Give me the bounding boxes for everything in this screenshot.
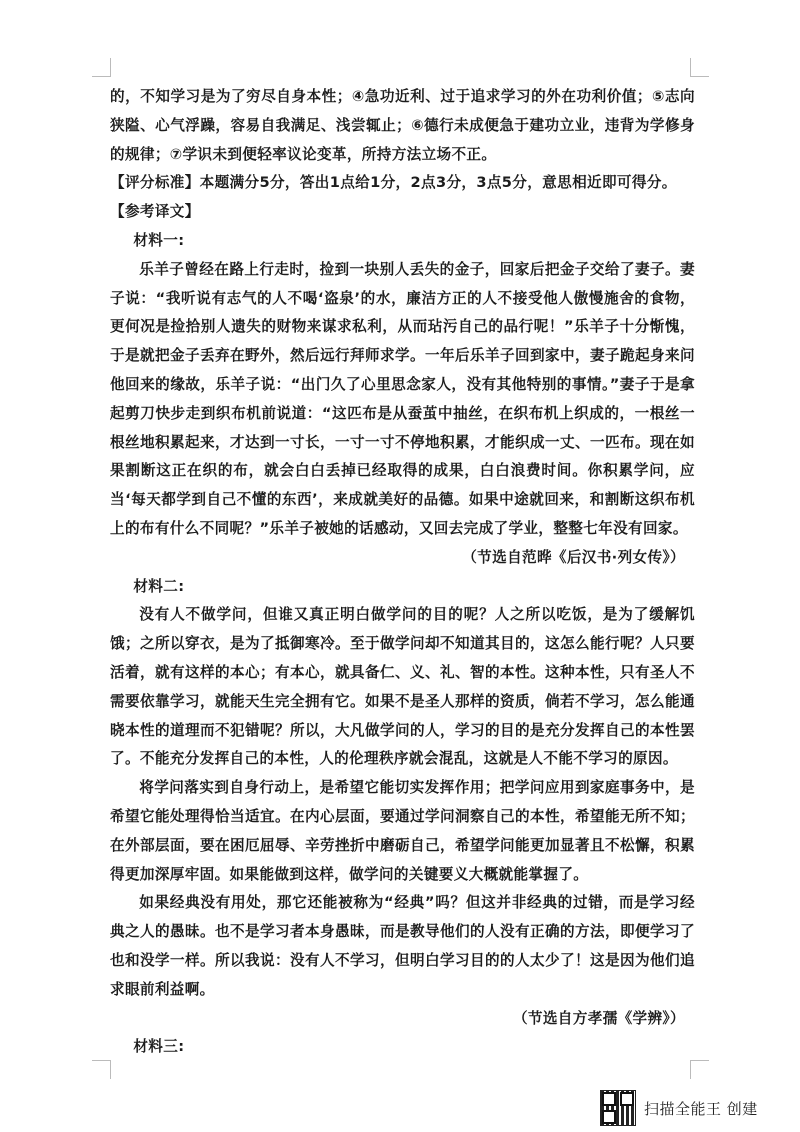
material-3-label: 材料三: bbox=[133, 1038, 185, 1056]
material-2-source: （节选自方孝孺《学辨》） bbox=[512, 1009, 685, 1027]
answer-continuation: 的，不知学习是为了穷尽自身本性；④急功近利、过于追求学习的外在功利价值；⑤志向狭隘、心气浮躁，容易自我满足、浅尝辄止；⑥德行未成便急于建功立业，违背为学修身的规律；⑦学识未到便轻率议论变革，所持方法立场不正。 bbox=[110, 88, 695, 163]
scanner-app-label: 扫描全能王 创建 bbox=[644, 1099, 758, 1118]
reference-translation-heading: 【参考译文】 bbox=[110, 203, 200, 221]
scanner-watermark bbox=[600, 1088, 758, 1128]
material-2-paragraph-1: 没有人不做学问，但谁又真正明白做学问的目的呢？人之所以吃饭，是为了缓解饥饿；之所以穿衣，是为了抵御寒冷。至于做学问却不知道其目的，这怎么能行呢？人只要活着，就有这样的本心；有本心，就具备仁、义、礼、智的本性。这种本性，只有圣人不需要依靠学习，就能天生完全拥有它。如果不是圣人那样的资质，倘若不学习，怎么能通晓本性的道理而不犯错呢？所以，大凡做学问的人，学习的目的是充分发挥自己的本性罢了。不能充分发挥自己的本性，人的伦理秩序就会混乱，这就是人不能不学习的原因。 bbox=[110, 606, 695, 768]
crop-mark-bottom-right bbox=[690, 1060, 709, 1079]
material-1-label: 材料一: bbox=[133, 231, 185, 249]
crop-mark-top-left bbox=[92, 58, 111, 77]
material-1-text: 乐羊子曾经在路上行走时，捡到一块别人丢失的金子，回家后把金子交给了妻子。妻子说：“我听说有志气的人不喝‘盗泉’的水，廉洁方正的人不接受他人傲慢施舍的食物，更何况是捡拾别人遗失的财物来谋求私利，从而玷污自己的品行呢！”乐羊子十分惭愧，于是就把金子丢弃在野外，然后远行拜师求学。一年后乐羊子回到家中，妻子跪起身来问他回来的缘故，乐羊子说：“出门久了心里思念家人，没有其他特别的事情。”妻子于是拿起剪刀快步走到织布机前说道：“这匹布是从蚕茧中抽丝，在织布机上织成的，一根丝一根丝地积累起来，才达到一寸长，一寸一寸不停地积累，才能织成一丈、一匹布。现在如果割断这正在织的布，就会白白丢掉已经取得的成果，白白浪费时间。你积累学问，应当‘每天都学到自己不懂的东西’，来成就美好的品德。如果中途就回来，和割断这织布机上的布有什么不同呢？”乐羊子被她的话感动，又回去完成了学业，整整七年没有回家。 bbox=[110, 260, 695, 537]
material-1-source: （节选自范晔《后汉书·列女传》） bbox=[462, 548, 685, 566]
material-2-paragraph-3: 如果经典没有用处，那它还能被称为“经典”吗？但这并非经典的过错，而是学习经典之人的愚昧。也不是学习者本身愚昧，而是教导他们的人没有正确的方法，即便学习了也和没学一样。所以我说：没有人不学习，但明白学习目的的人太少了！这是因为他们追求眼前利益啊。 bbox=[110, 894, 695, 998]
document-body bbox=[110, 83, 695, 1062]
crop-mark-top-right bbox=[690, 58, 709, 77]
qr-code-icon bbox=[600, 1090, 636, 1126]
material-2-label: 材料二: bbox=[133, 577, 185, 595]
scoring-standard: 【评分标准】本题满分5分，答出1点给1分，2点3分，3点5分，意思相近即可得分。 bbox=[110, 174, 677, 192]
crop-mark-bottom-left bbox=[92, 1060, 111, 1079]
material-2-paragraph-2: 将学问落实到自身行动上，是希望它能切实发挥作用；把学问应用到家庭事务中，是希望它能处理得恰当适宜。在内心层面，要通过学问洞察自己的本性，希望能无所不知；在外部层面，要在困厄屈辱、辛劳挫折中磨砺自己，希望学问能更加显著且不松懈，积累得更加深厚牢固。如果能做到这样，做学问的关键要义大概就能掌握了。 bbox=[110, 779, 695, 883]
